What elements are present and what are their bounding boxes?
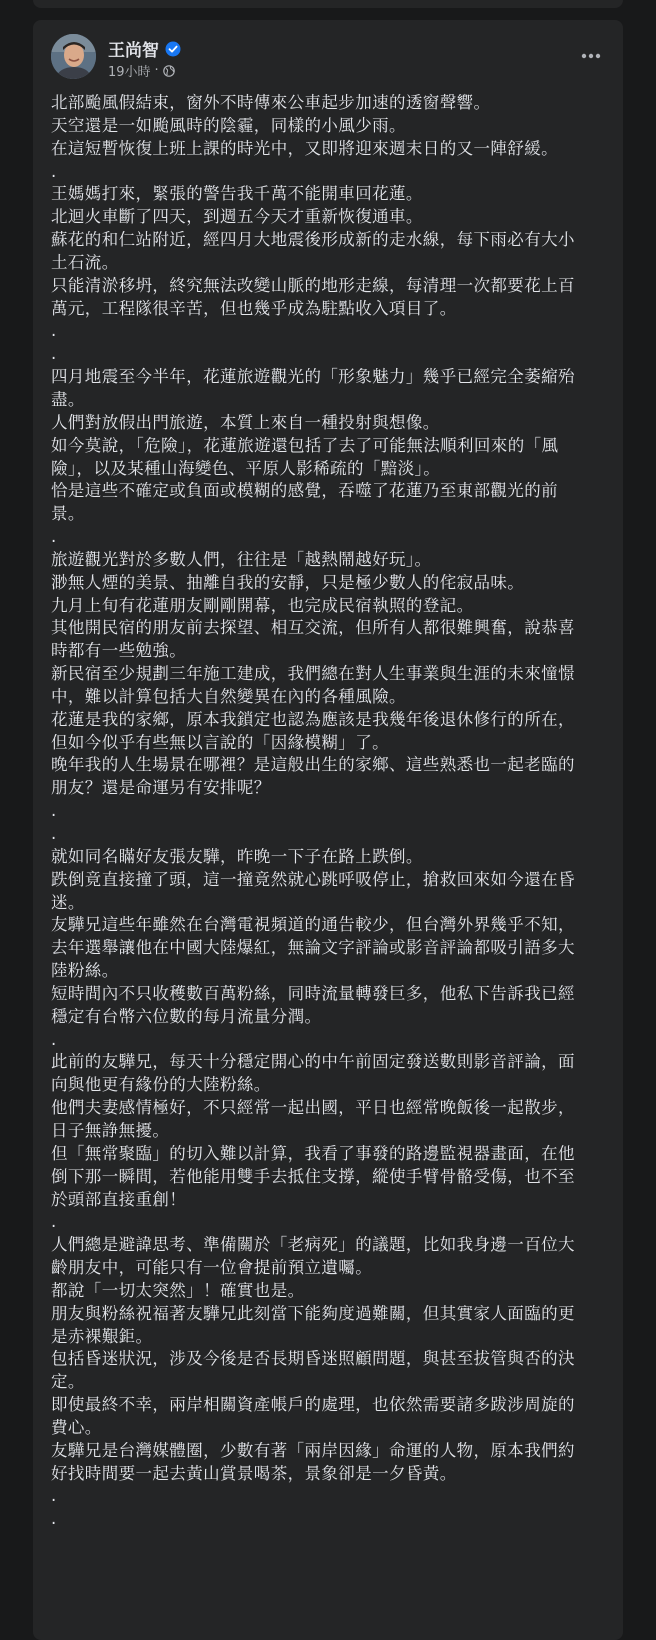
post-meta xyxy=(108,61,175,80)
post-card xyxy=(33,20,623,1640)
post-text-line: 他們夫妻感情極好，不只經常一起出國，平日也經常晚飯後一起散步， xyxy=(51,1098,575,1118)
post-text-line: 是赤裸艱鉅。 xyxy=(51,1326,153,1346)
post-text-line: 人們對放假出門旅遊，本質上來自一種投射與想像。 xyxy=(51,412,440,432)
post-text-line: 穩定有台幣六位數的每月流量分潤。 xyxy=(51,1006,322,1026)
post-text-line: 好找時間要一起去黃山賞景喝茶，景象卻是一夕昏黃。 xyxy=(51,1463,457,1483)
globe-icon[interactable] xyxy=(163,65,175,77)
post-text-line: 倒下那一瞬間，若他能用雙手去抵住支撐，縱使手臂骨骼受傷，也不至 xyxy=(51,1166,575,1186)
post-text-line: . xyxy=(51,527,57,547)
post-text-line: 時都有一些勉強。 xyxy=(51,641,187,661)
post-text-line: 向與他更有緣份的大陸粉絲。 xyxy=(51,1075,271,1095)
post-text-line: . xyxy=(51,1212,57,1232)
post-text-line: 但如今似乎有些無以言說的「因緣模糊」了。 xyxy=(51,732,389,752)
post-text-line: 友驊兄這些年雖然在台灣電視頻道的通告較少，但台灣外界幾乎不知， xyxy=(51,915,575,935)
post-text-line: . xyxy=(51,344,57,364)
author-avatar[interactable] xyxy=(51,34,96,79)
post-text-line: 晚年我的人生場景在哪裡？是這般出生的家鄉、這些熟悉也一起老臨的 xyxy=(51,755,575,775)
post-text-line: 友驊兄是台灣媒體圈，少數有著「兩岸因緣」命運的人物，原本我們約 xyxy=(51,1440,575,1460)
author-name-row xyxy=(108,36,181,61)
post-text-line: 朋友與粉絲祝福著友驊兄此刻當下能夠度過難關，但其實家人面臨的更 xyxy=(51,1303,575,1323)
post-text-line: 日子無諍無擾。 xyxy=(51,1120,170,1140)
post-text-line: 王媽媽打來，緊張的警告我千萬不能開車回花蓮。 xyxy=(51,184,423,204)
post-text-line: . xyxy=(51,824,57,843)
post-text-line: 齡朋友中，可能只有一位會提前預立遺囑。 xyxy=(51,1258,373,1278)
post-text-line: 四月地震至今半年，花蓮旅遊觀光的「形象魅力」幾乎已經完全萎縮殆 xyxy=(51,367,575,387)
post-text-line: 朋友？還是命運另有安排呢？ xyxy=(51,778,271,798)
post-text-line: 費心。 xyxy=(51,1417,102,1437)
post-text-line: 渺無人煙的美景、抽離自我的安靜，只是極少數人的侘寂品味。 xyxy=(51,572,525,592)
post-text-line: 在這短暫恢復上班上課的時光中，又即將迎來週末日的又一陣舒緩。 xyxy=(51,138,558,158)
verified-badge-icon xyxy=(165,41,181,57)
more-options-button[interactable] xyxy=(573,42,609,70)
post-text-line: 於頭部直接重創！ xyxy=(51,1189,187,1209)
post-text-line: 盡。 xyxy=(51,389,85,409)
post-text-line: 中，難以計算包括大自然變異在內的各種風險。 xyxy=(51,686,406,706)
post-text-line: 此前的友驊兄，每天十分穩定開心的中午前固定發送數則影音評論，面 xyxy=(51,1052,575,1072)
avatar-image xyxy=(51,34,96,79)
post-text-line: 短時間內不只收穫數百萬粉絲，同時流量轉發巨多，他私下告訴我已經 xyxy=(51,983,575,1003)
post-text-line: . xyxy=(51,321,57,341)
post-text-line: 如今莫說，「危險」，花蓮旅遊還包括了去了可能無法順利回來的「風 xyxy=(51,435,559,455)
post-text-line: 就如同名瞞好友張友驊，昨晚一下子在路上跌倒。 xyxy=(51,846,423,866)
post-text-line: 蘇花的和仁站附近，經四月大地震後形成新的走水線，每下雨必有大小 xyxy=(51,230,575,250)
post-text-line: 險」，以及某種山海變色、平原人影稀疏的「黯淡」。 xyxy=(51,458,441,478)
post-text-line: 但「無常聚臨」的切入難以計算，我看了事發的路邊監視器畫面，在他 xyxy=(51,1143,575,1163)
post-text-line: 北迴火車斷了四天，到週五今天才重新恢復通車。 xyxy=(51,207,423,227)
post-text-line: 即使最終不幸，兩岸相關資產帳戶的處理，也依然需要諸多跋涉周旋的 xyxy=(51,1395,575,1415)
post-text-line: . xyxy=(51,161,57,181)
post-text-line: 人們總是避諱思考、準備關於「老病死」的議題，比如我身邊一百位大 xyxy=(51,1235,575,1255)
post-text-line: . xyxy=(51,1486,57,1506)
post-text-line: 跌倒竟直接撞了頭，這一撞竟然就心跳呼吸停止，搶救回來如今還在昏 xyxy=(51,869,575,889)
post-text-line: . xyxy=(51,801,57,821)
post-text-line: 陸粉絲。 xyxy=(51,961,119,981)
post-text-line: 九月上旬有花蓮朋友剛剛開幕，也完成民宿執照的登記。 xyxy=(51,595,474,615)
post-text-line: 定。 xyxy=(51,1372,85,1392)
post-text-line: . xyxy=(51,1509,57,1529)
more-options-icon xyxy=(581,53,601,59)
post-text-line: 北部颱風假結束，窗外不時傳來公車起步加速的透窗聲響。 xyxy=(51,93,491,112)
post-text-line: 旅遊觀光對於多數人們，往往是「越熱鬧越好玩」。 xyxy=(51,549,432,569)
author-name[interactable]: 王尚智 xyxy=(108,41,159,61)
post-text-line: 天空還是一如颱風時的陰霾，同樣的小風少雨。 xyxy=(51,115,406,135)
post-text-line: 其他開民宿的朋友前去探望、相互交流，但所有人都很難興奮，說恭喜 xyxy=(51,618,575,638)
post-timestamp[interactable]: 19小時 xyxy=(108,65,151,80)
previous-post-card-edge xyxy=(33,0,623,8)
post-text-line: 新民宿至少規劃三年施工建成，我們總在對人生事業與生涯的未來憧憬 xyxy=(51,664,575,684)
post-text-line: 恰是這些不確定或負面或模糊的感覺，吞噬了花蓮乃至東部觀光的前 xyxy=(51,481,558,501)
post-text-line: 只能清淤移坍，終究無法改變山脈的地形走線，每清理一次都要花上百 xyxy=(51,275,575,295)
post-text-line: 都說「一切太突然」！確實也是。 xyxy=(51,1280,305,1300)
post-text-line: 土石流。 xyxy=(51,252,119,272)
meta-separator: · xyxy=(154,63,159,78)
post-text-line: 包括昏迷狀況，涉及今後是否長期昏迷照顧問題，與甚至拔管與否的決 xyxy=(51,1349,575,1369)
post-text-line: 去年選舉讓他在中國大陸爆紅，無論文字評論或影音評論都吸引語多大 xyxy=(51,938,575,958)
post-text-line: 迷。 xyxy=(51,892,85,912)
post-text-line: . xyxy=(51,1029,57,1049)
post-text-line: 花蓮是我的家鄉，原本我鎖定也認為應該是我幾年後退休修行的所在， xyxy=(51,709,575,729)
post-body-text xyxy=(51,92,611,1531)
post-header xyxy=(51,34,605,84)
post-text-line: 萬元，工程隊很辛苦，但也幾乎成為駐點收入項目了。 xyxy=(51,298,457,318)
post-text-line: 景。 xyxy=(51,504,85,524)
